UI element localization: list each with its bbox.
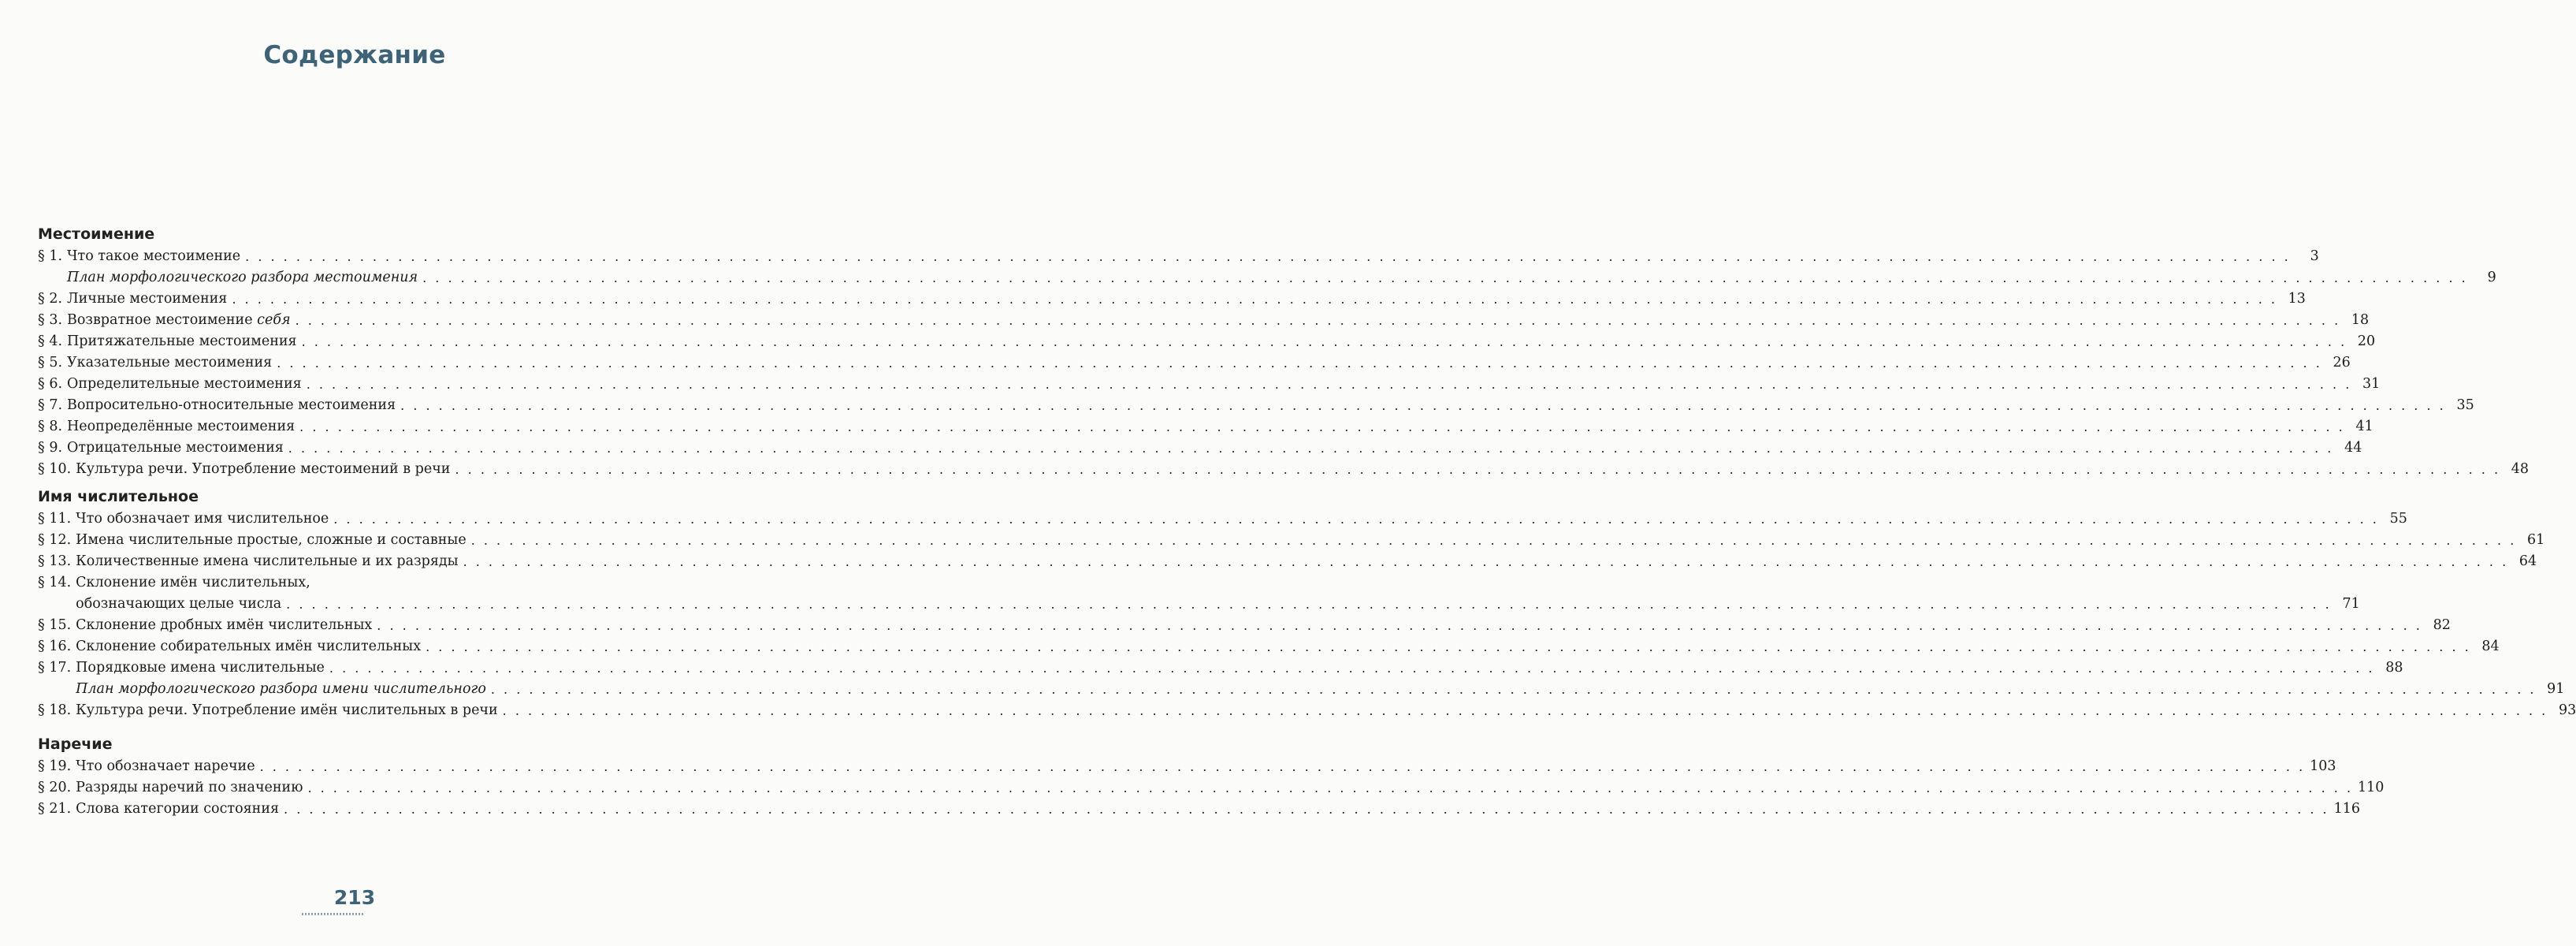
entry-number: § 19. [38,758,72,774]
entry-number: § 6. [38,376,63,392]
toc-entry[interactable] [38,416,2373,438]
toc-entry[interactable] [38,374,2381,395]
toc-entry-line1[interactable] [38,572,626,594]
entry-title: Слова категории состояния [76,801,280,817]
leader-dots [426,636,2471,657]
toc-entry[interactable] [38,459,2530,480]
leader-dots [299,416,2345,438]
entry-number: § 8. [38,419,63,434]
toc-entry[interactable] [38,395,2474,416]
entry-number: § 18. [38,702,72,718]
leader-dots [307,777,2353,799]
entry-number: § 21. [38,801,72,817]
entry-number: § 20. [38,780,72,795]
toc-entry[interactable] [38,636,2500,657]
entry-title: Что такое местоимение [67,248,241,264]
section-heading-pronoun: Местоимение [38,225,155,243]
leader-dots [260,756,2306,777]
entry-number: § 11. [38,511,72,527]
entry-number: § 12. [38,532,72,548]
entry-number: § 4. [38,333,63,349]
entry-number: § 5. [38,355,63,371]
entry-title: Притяжательные местоимения [67,333,297,349]
entry-number: § 17. [38,660,72,676]
entry-title: Количественные имена числительные и их разряды [76,553,459,569]
entry-title-continued: обозначающих целые числа [76,596,282,612]
page-title: Содержание [263,41,446,69]
toc-entry-plan[interactable] [38,679,2565,700]
entry-title: Склонение собирательных имён числительных [76,639,422,654]
entry-title-italic: себя [257,312,291,328]
entry-title: Имена числительные простые, сложные и составные [76,532,467,548]
entry-page: 82 [2433,617,2451,633]
leader-dots [296,310,2341,331]
entry-number: § 7. [38,397,63,413]
toc-entry[interactable] [38,331,2376,352]
entry-page: 116 [2333,801,2361,817]
entry-title: Культура речи. Употребление имён числительных в речи [76,702,498,718]
leader-dots [491,679,2537,700]
entry-title: Что обозначает имя числительное [76,511,329,527]
leader-dots [245,246,2291,267]
toc-entry[interactable] [38,352,2351,374]
page-number: 213 [333,886,376,909]
entry-page: 18 [2351,312,2370,328]
leader-dots [277,352,2322,374]
toc-entry[interactable] [38,777,2385,799]
entry-page: 20 [2357,333,2376,349]
entry-title: Неопределённые местоимения [67,419,296,434]
leader-dots [471,530,2517,551]
table-of-contents [38,222,2576,820]
leader-dots [284,799,2329,820]
entry-title: Разряды наречий по значению [76,780,303,795]
entry-page: 31 [2362,376,2381,392]
toc-entry[interactable] [38,615,2451,636]
leader-dots [463,551,2509,572]
entry-page: 84 [2481,639,2500,654]
leader-dots [307,374,2352,395]
entry-title: Определительные местоимения [67,376,302,392]
toc-entry[interactable] [38,657,2403,679]
entry-page: 61 [2527,532,2545,548]
leader-dots [400,395,2446,416]
leader-dots [286,594,2332,615]
entry-title: Культура речи. Употребление местоимений в речи [76,461,451,477]
entry-title: План морфологического разбора местоимения [67,270,418,285]
entry-number: § 1. [38,248,63,264]
entry-title: Что обозначает наречие [76,758,255,774]
toc-entry[interactable] [38,551,2537,572]
toc-entry[interactable] [38,310,2370,331]
toc-entry-plan[interactable] [38,267,2496,289]
entry-title: Порядковые имена числительные [76,660,325,676]
entry-page: 48 [2511,461,2530,477]
entry-title: Отрицательные местоимения [67,440,284,456]
entry-page: 26 [2333,355,2351,371]
section-heading-numeral: Имя числительное [38,488,199,505]
entry-page: 44 [2344,440,2362,456]
entry-page: 88 [2385,660,2403,676]
toc-entry[interactable] [38,799,2361,820]
toc-entry[interactable] [38,700,2576,721]
leader-dots [232,289,2277,310]
entry-page: 103 [2310,758,2336,774]
page-number-underline [302,913,365,915]
entry-page: 64 [2518,553,2537,569]
entry-number: § 2. [38,291,63,307]
entry-title: Возвратное местоимение себя [67,312,291,328]
entry-number: § 14. [38,575,72,590]
section-heading-adverb: Наречие [38,736,113,753]
entry-number: § 16. [38,639,72,654]
leader-dots [377,615,2422,636]
toc-entry[interactable] [38,530,2545,551]
entry-title: План морфологического разбора имени числительного [76,681,486,697]
entry-title: Указательные местоимения [67,355,273,371]
entry-title: Склонение дробных имён числительных [76,617,373,633]
leader-dots [503,700,2548,721]
leader-dots [422,267,2468,289]
entry-page: 91 [2547,681,2565,697]
entry-title: Вопросительно-относительные местоимения [67,397,396,413]
entry-page: 93 [2558,702,2576,718]
entry-number: § 13. [38,553,72,569]
toc-entry[interactable] [38,246,2319,267]
entry-number: § 3. [38,312,63,328]
toc-entry[interactable] [38,508,2407,530]
leader-dots [302,331,2347,352]
toc-entry[interactable] [38,438,2362,459]
leader-dots [288,438,2334,459]
entry-number: § 15. [38,617,72,633]
entry-title: Личные местоимения [67,291,228,307]
leader-dots [455,459,2500,480]
entry-page: 35 [2456,397,2474,413]
entry-page: 55 [2389,511,2407,527]
leader-dots [329,657,2375,679]
entry-page: 3 [2310,248,2319,264]
entry-title: Склонение имён числительных, [76,575,310,590]
entry-page: 13 [2288,291,2306,307]
toc-entry[interactable] [38,756,2336,777]
entry-page: 9 [2487,270,2496,285]
toc-entry-line2[interactable] [38,594,2360,615]
entry-page: 41 [2355,419,2373,434]
entry-page: 71 [2342,596,2360,612]
leader-dots [333,508,2379,530]
entry-page: 110 [2358,780,2385,795]
entry-number: § 9. [38,440,63,456]
entry-number: § 10. [38,461,72,477]
toc-entry[interactable] [38,289,2306,310]
